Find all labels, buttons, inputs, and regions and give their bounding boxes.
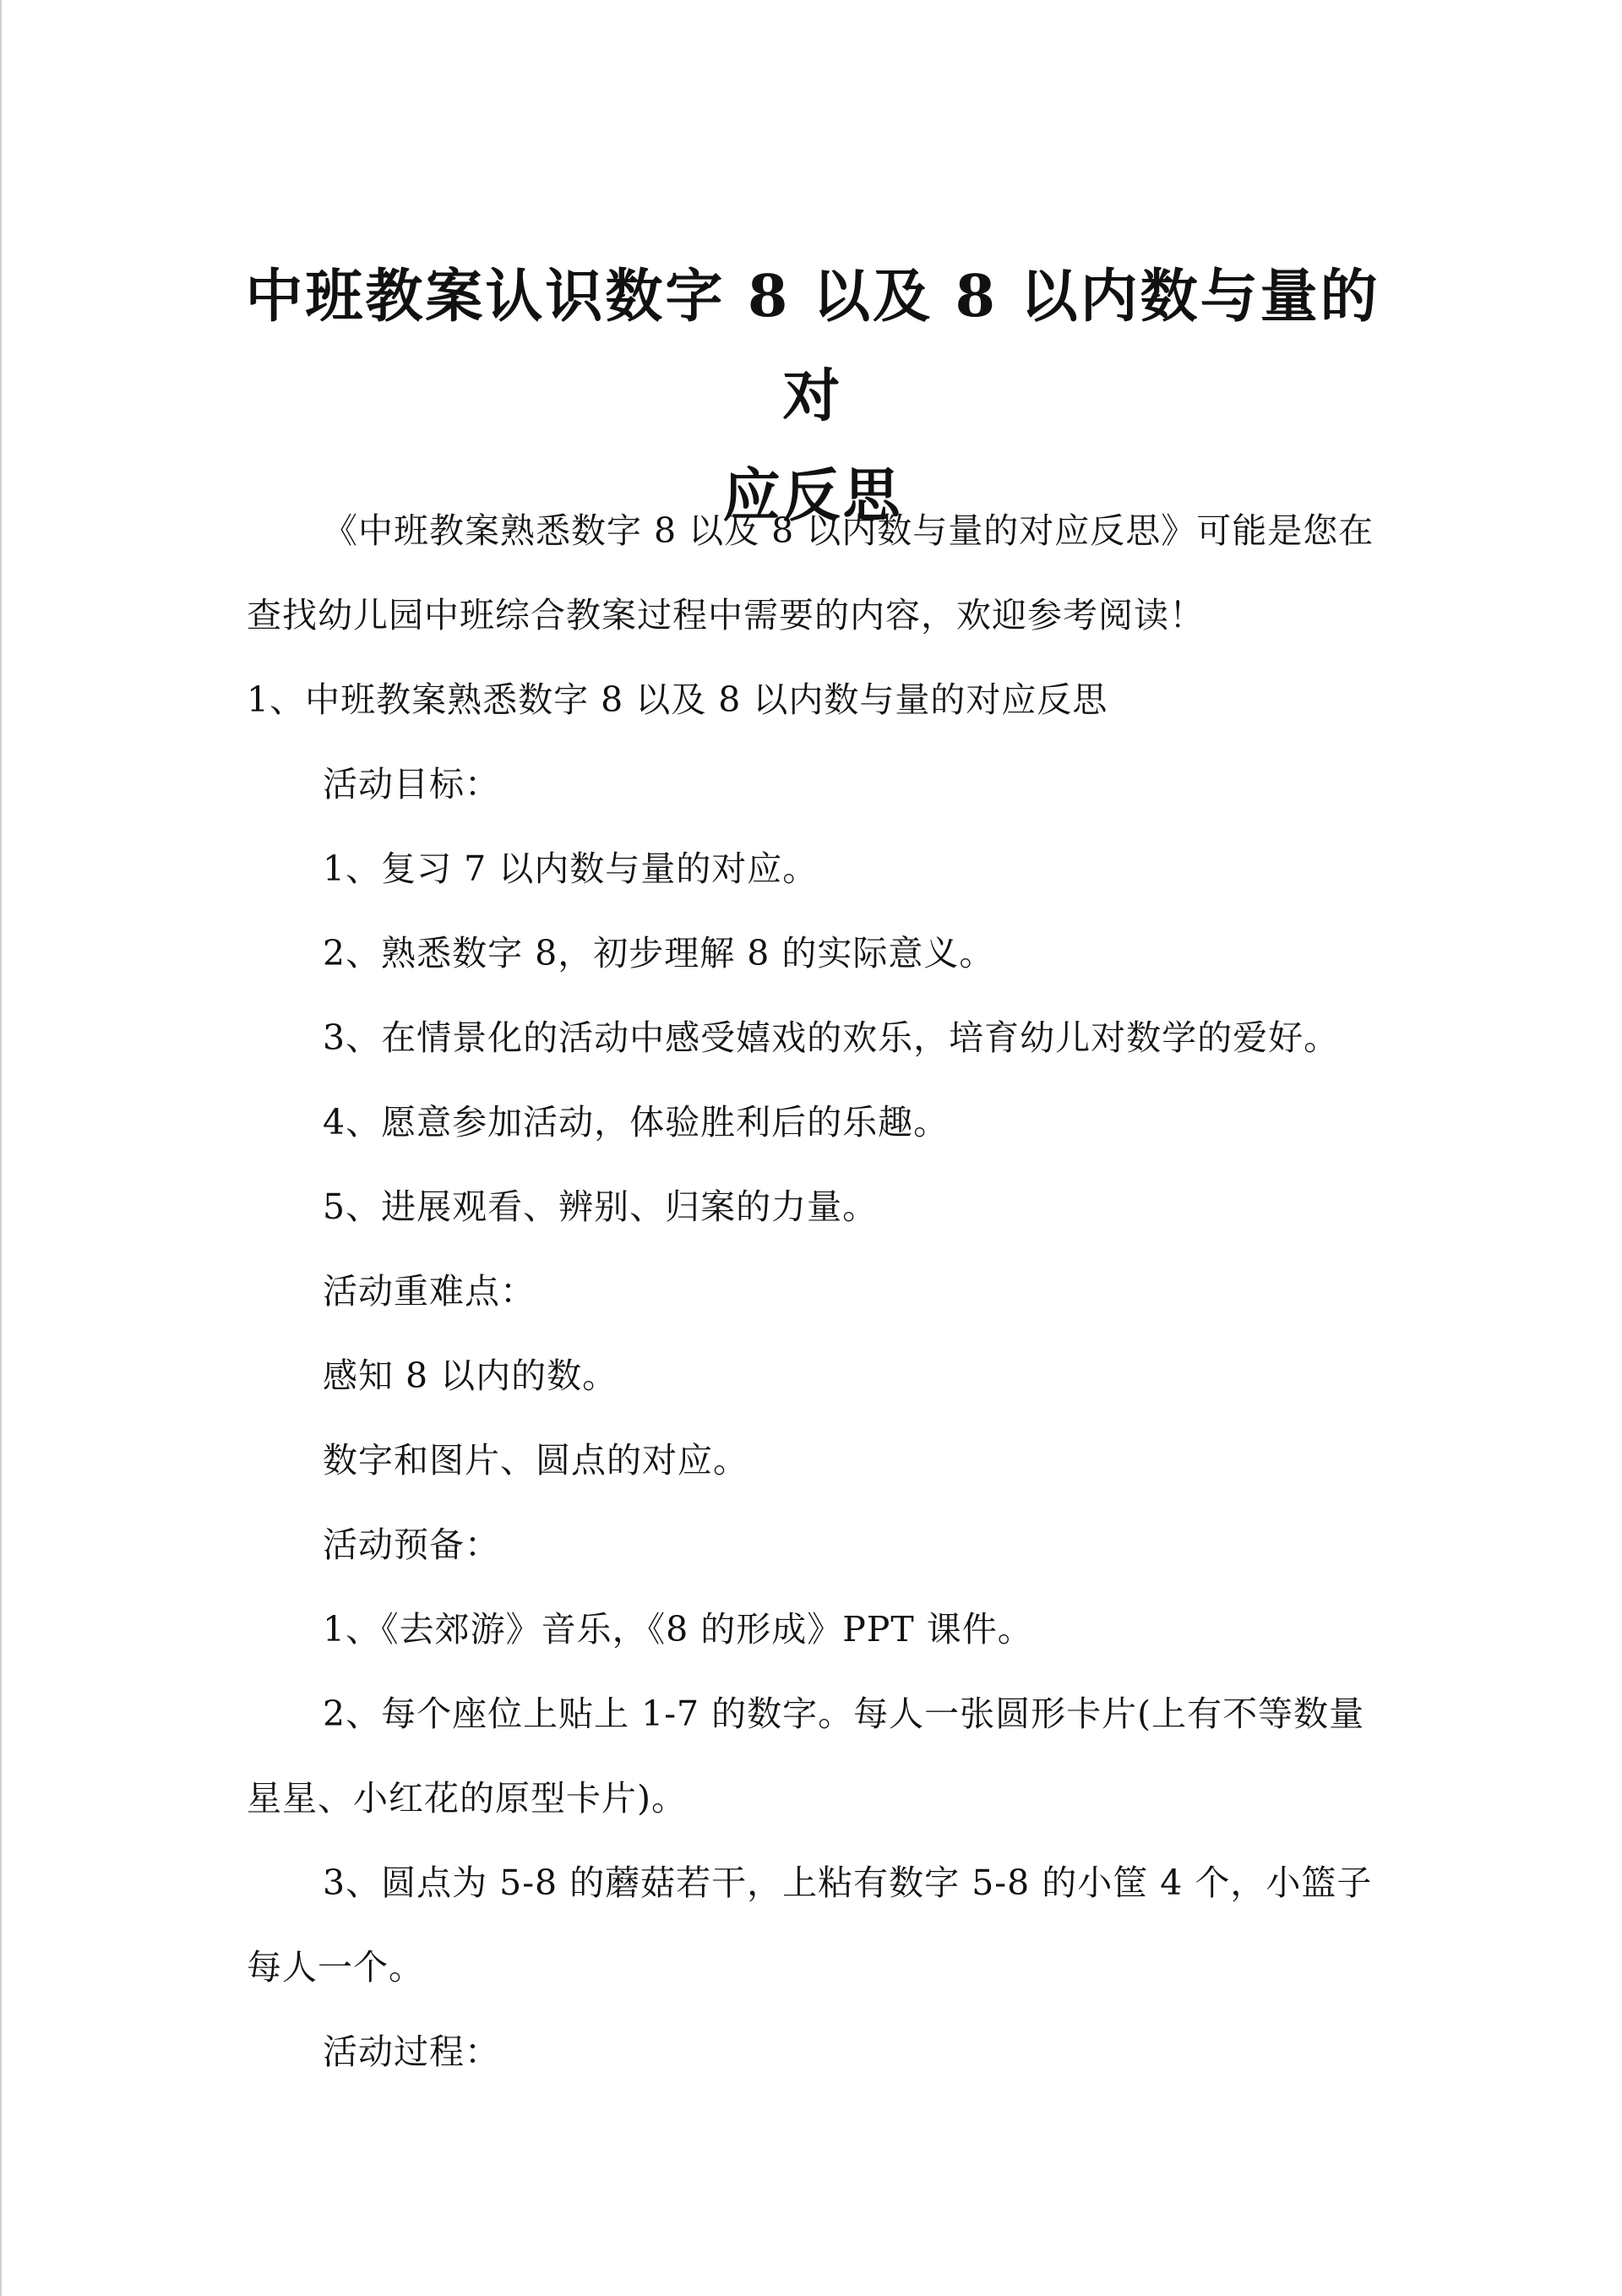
process-label: 活动过程： [323,2031,500,2072]
goals-label: 活动目标： [323,764,500,804]
goal-item: 4、愿意参加活动，体验胜利后的乐趣。 [323,1102,950,1143]
key-points-label: 活动重难点： [323,1271,536,1312]
intro-paragraph: 《中班教案熟悉数字 8 以及 8 以内数与量的对应反思》可能是您在查找幼儿园中班综合教案过程中需要的内容，欢迎参考阅读！ [247,510,1374,635]
document-body [247,488,1383,2094]
key-point-item: 数字和图片、圆点的对应。 [323,1440,748,1481]
prep-item: 2、每个座位上贴上 1-7 的数字。每人一张圆形卡片(上有不等数量星星、小红花的原型卡片)。 [247,1693,1365,1819]
key-point-item: 感知 8 以内的数。 [323,1355,618,1396]
goal-item: 3、在情景化的活动中感受嬉戏的欢乐，培育幼儿对数学的爱好。 [323,1017,1340,1058]
goal-item: 5、进展观看、辨别、归案的力量。 [323,1186,879,1227]
title-line-2: 应反思 [722,462,903,530]
goal-item: 2、熟悉数字 8，初步理解 8 的实际意义。 [323,933,995,973]
prep-item: 3、圆点为 5-8 的蘑菇若干，上粘有数字 5-8 的小筐 4 个，小篮子每人一个。 [247,1862,1373,1988]
section-heading: 1、中班教案熟悉数字 8 以及 8 以内数与量的对应反思 [247,679,1108,720]
goal-item: 1、复习 7 以内数与量的对应。 [323,848,819,889]
prep-item: 1、《去郊游》音乐，《8 的形成》PPT 课件。 [323,1609,1033,1650]
title-line-1: 中班教案认识数字 8 以及 8 以内数与量的对 [245,263,1380,430]
prep-label: 活动预备： [323,1524,500,1565]
